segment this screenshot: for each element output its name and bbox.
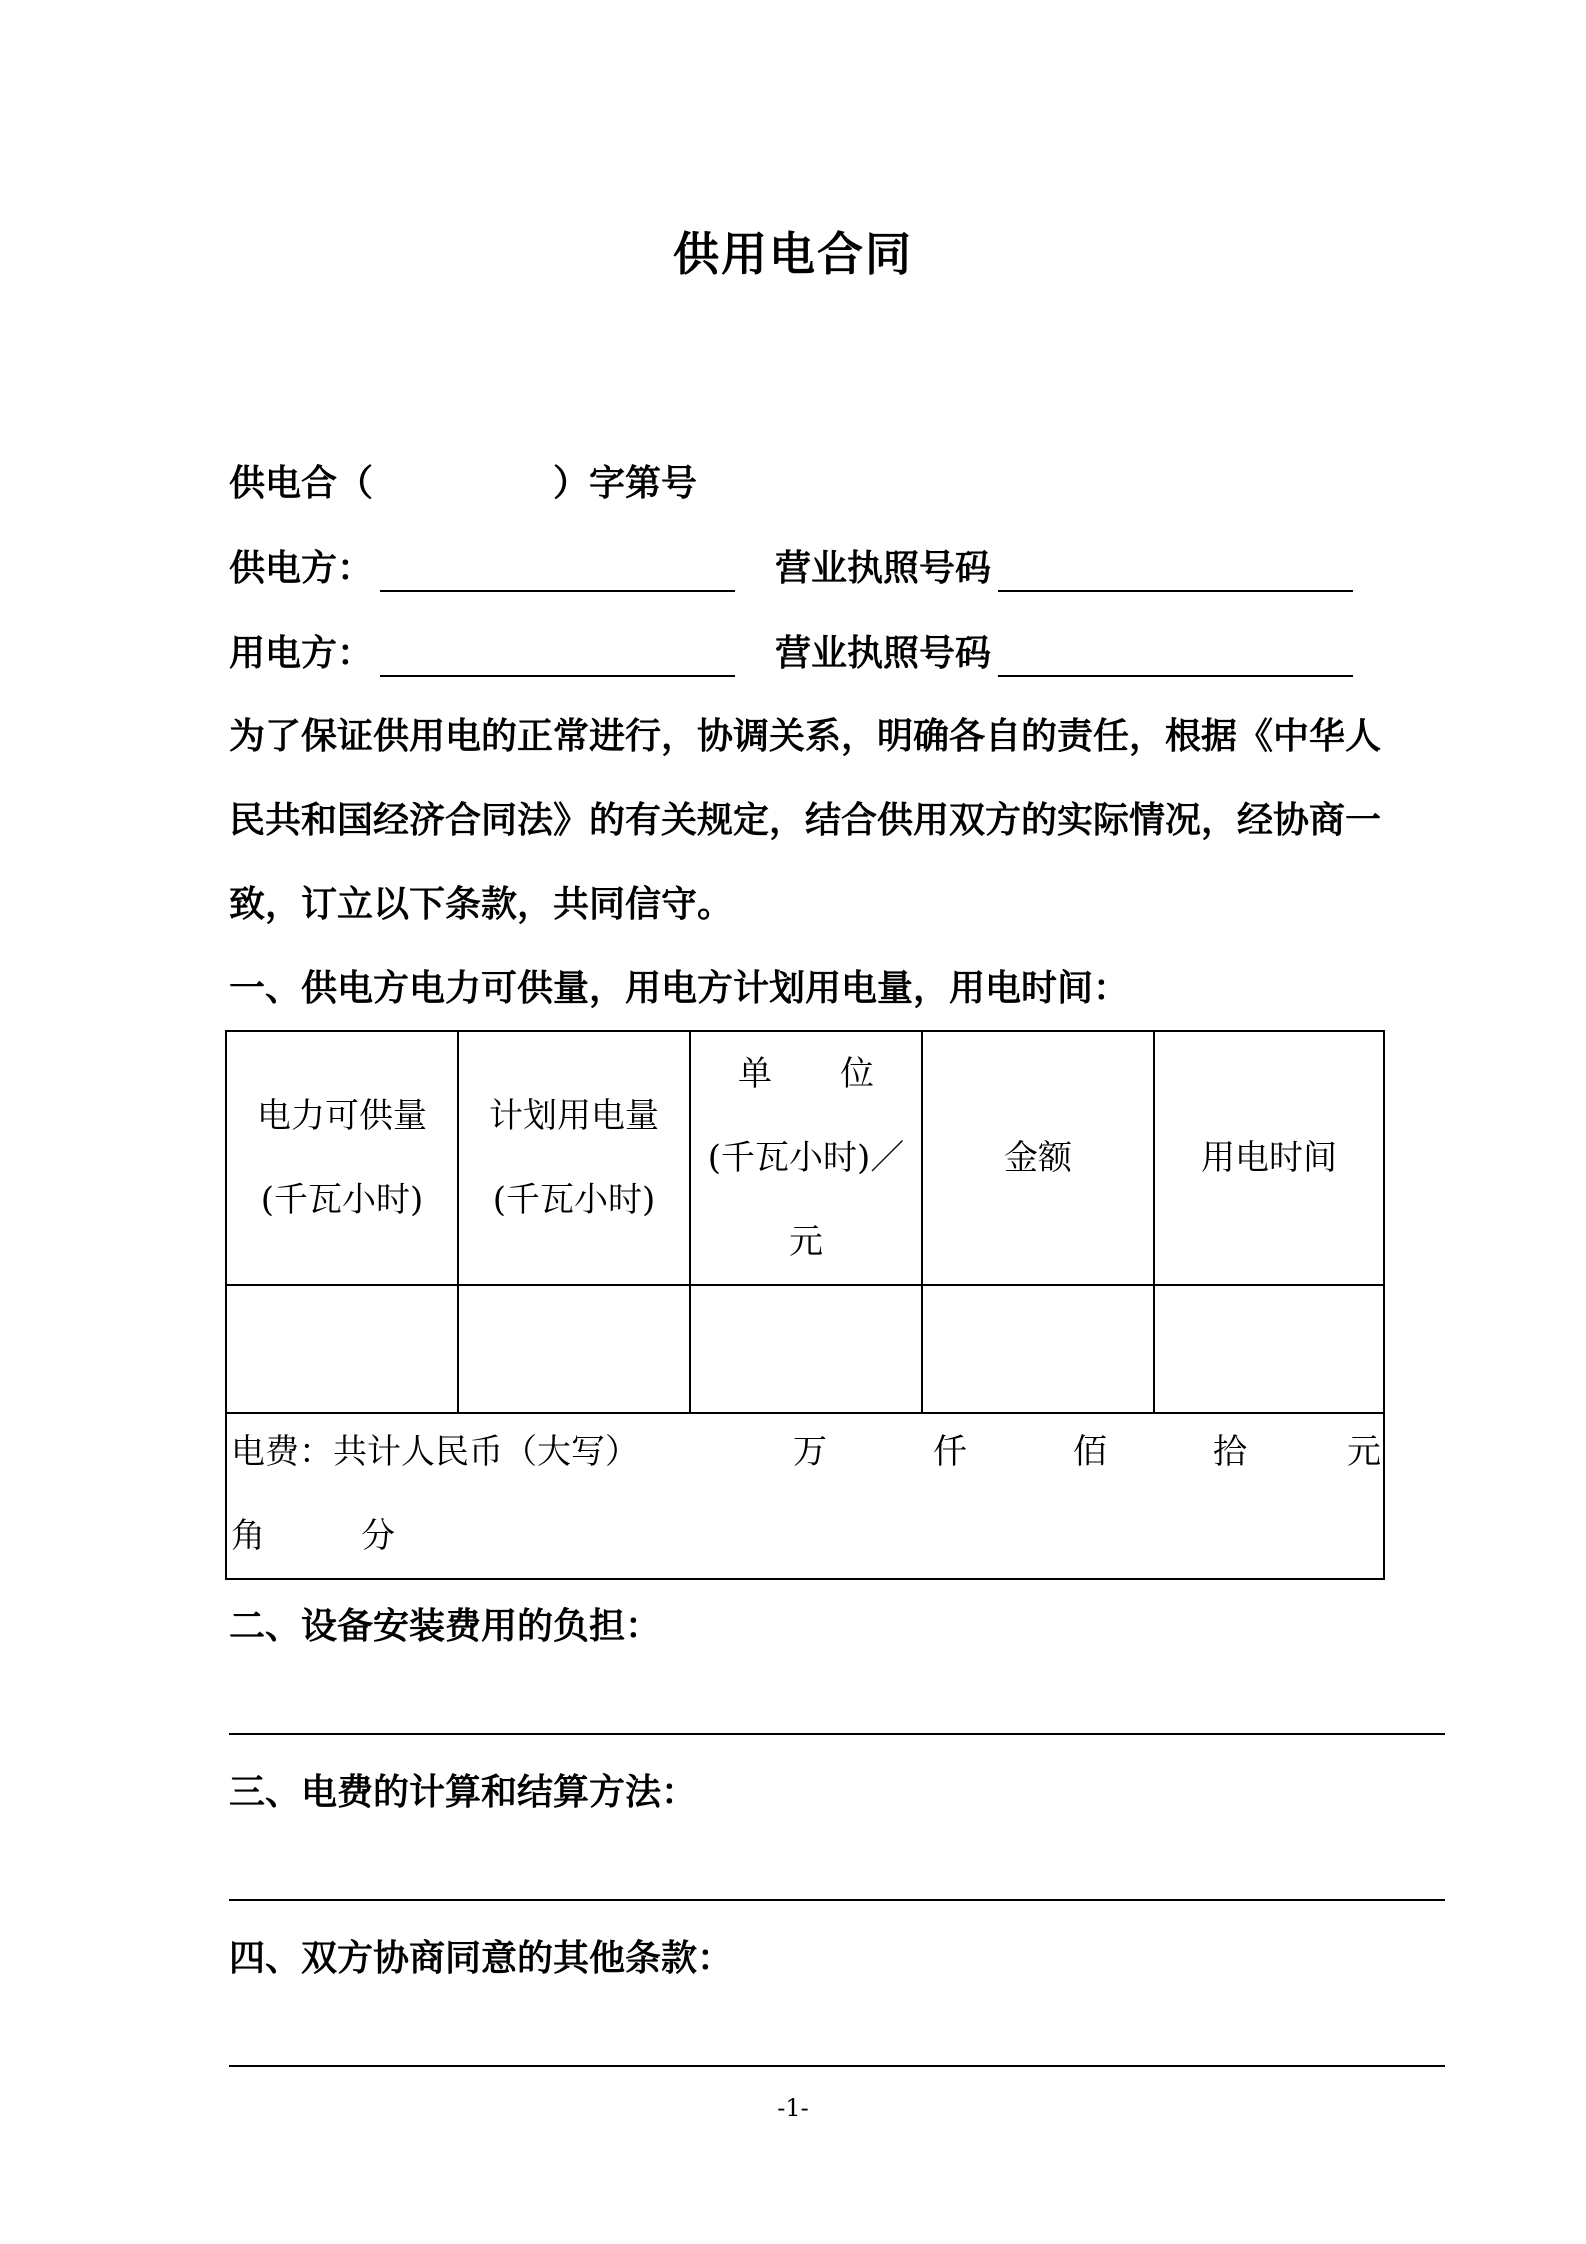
header-unit-line1: 单 位 — [738, 1054, 874, 1094]
fee-unit-yuan: 元 — [1347, 1432, 1381, 1472]
electricity-table — [225, 1030, 1385, 1580]
header-cell-planned — [459, 1032, 691, 1286]
fee-unit-wan: 万 — [793, 1432, 827, 1472]
section-2-heading: 二、设备安装费用的负担： — [229, 1606, 662, 1647]
header-unit-line2: (千瓦小时)／ — [707, 1138, 905, 1178]
header-supply-line1: 电力可供量 — [257, 1096, 427, 1136]
supplier-label: 供电方： — [229, 548, 374, 589]
intro-line-1: 为了保证供用电的正常进行，协调关系，明确各自的责任，根据《中华人 — [229, 716, 1382, 757]
section-2-field[interactable] — [229, 1733, 1445, 1735]
contract-number-prefix: 供电合（ — [229, 463, 374, 504]
user-label: 用电方： — [229, 633, 374, 674]
section-4-heading: 四、双方协商同意的其他条款： — [229, 1938, 734, 1979]
header-cell-unit — [691, 1032, 923, 1286]
data-cell-supply[interactable] — [227, 1286, 459, 1414]
data-cell-unit[interactable] — [691, 1286, 923, 1414]
header-amount-label: 金额 — [1004, 1138, 1072, 1178]
section-1-heading: 一、供电方电力可供量，用电方计划用电量，用电时间： — [229, 968, 1130, 1009]
supplier-name-field[interactable] — [380, 590, 735, 592]
fee-unit-fen: 分 — [361, 1516, 395, 1556]
header-supply-line2: (千瓦小时) — [260, 1180, 424, 1220]
fee-unit-bai: 佰 — [1073, 1432, 1107, 1472]
fee-unit-shi: 拾 — [1213, 1432, 1247, 1472]
data-cell-time[interactable] — [1155, 1286, 1383, 1414]
section-4-field[interactable] — [229, 2065, 1445, 2067]
intro-line-2: 民共和国经济合同法》的有关规定，结合供用双方的实际情况，经协商一 — [229, 800, 1382, 841]
header-planned-line1: 计划用电量 — [489, 1096, 659, 1136]
header-time-label: 用电时间 — [1201, 1138, 1337, 1178]
supplier-license-label: 营业执照号码 — [775, 548, 992, 589]
fee-label: 电费：共计人民币（大写） — [231, 1432, 639, 1472]
section-3-field[interactable] — [229, 1899, 1445, 1901]
contract-number-suffix: ）字第号 — [553, 463, 698, 504]
header-unit-line3: 元 — [789, 1222, 823, 1262]
supplier-license-field[interactable] — [998, 590, 1353, 592]
fee-total-row — [227, 1412, 1383, 1578]
fee-unit-jiao: 角 — [231, 1516, 265, 1556]
header-cell-amount — [923, 1032, 1155, 1286]
page-number: -1- — [777, 2094, 809, 2122]
header-planned-line2: (千瓦小时) — [492, 1180, 656, 1220]
user-license-field[interactable] — [998, 675, 1353, 677]
document-title: 供用电合同 — [673, 227, 913, 281]
fee-unit-qian: 仟 — [933, 1432, 967, 1472]
user-license-label: 营业执照号码 — [775, 633, 992, 674]
header-cell-time — [1155, 1032, 1383, 1286]
data-cell-planned[interactable] — [459, 1286, 691, 1414]
user-name-field[interactable] — [380, 675, 735, 677]
data-cell-amount[interactable] — [923, 1286, 1155, 1414]
intro-line-3: 致，订立以下条款，共同信守。 — [229, 884, 734, 925]
section-3-heading: 三、电费的计算和结算方法： — [229, 1772, 698, 1813]
header-cell-supply — [227, 1032, 459, 1286]
contract-number-line — [229, 455, 697, 506]
